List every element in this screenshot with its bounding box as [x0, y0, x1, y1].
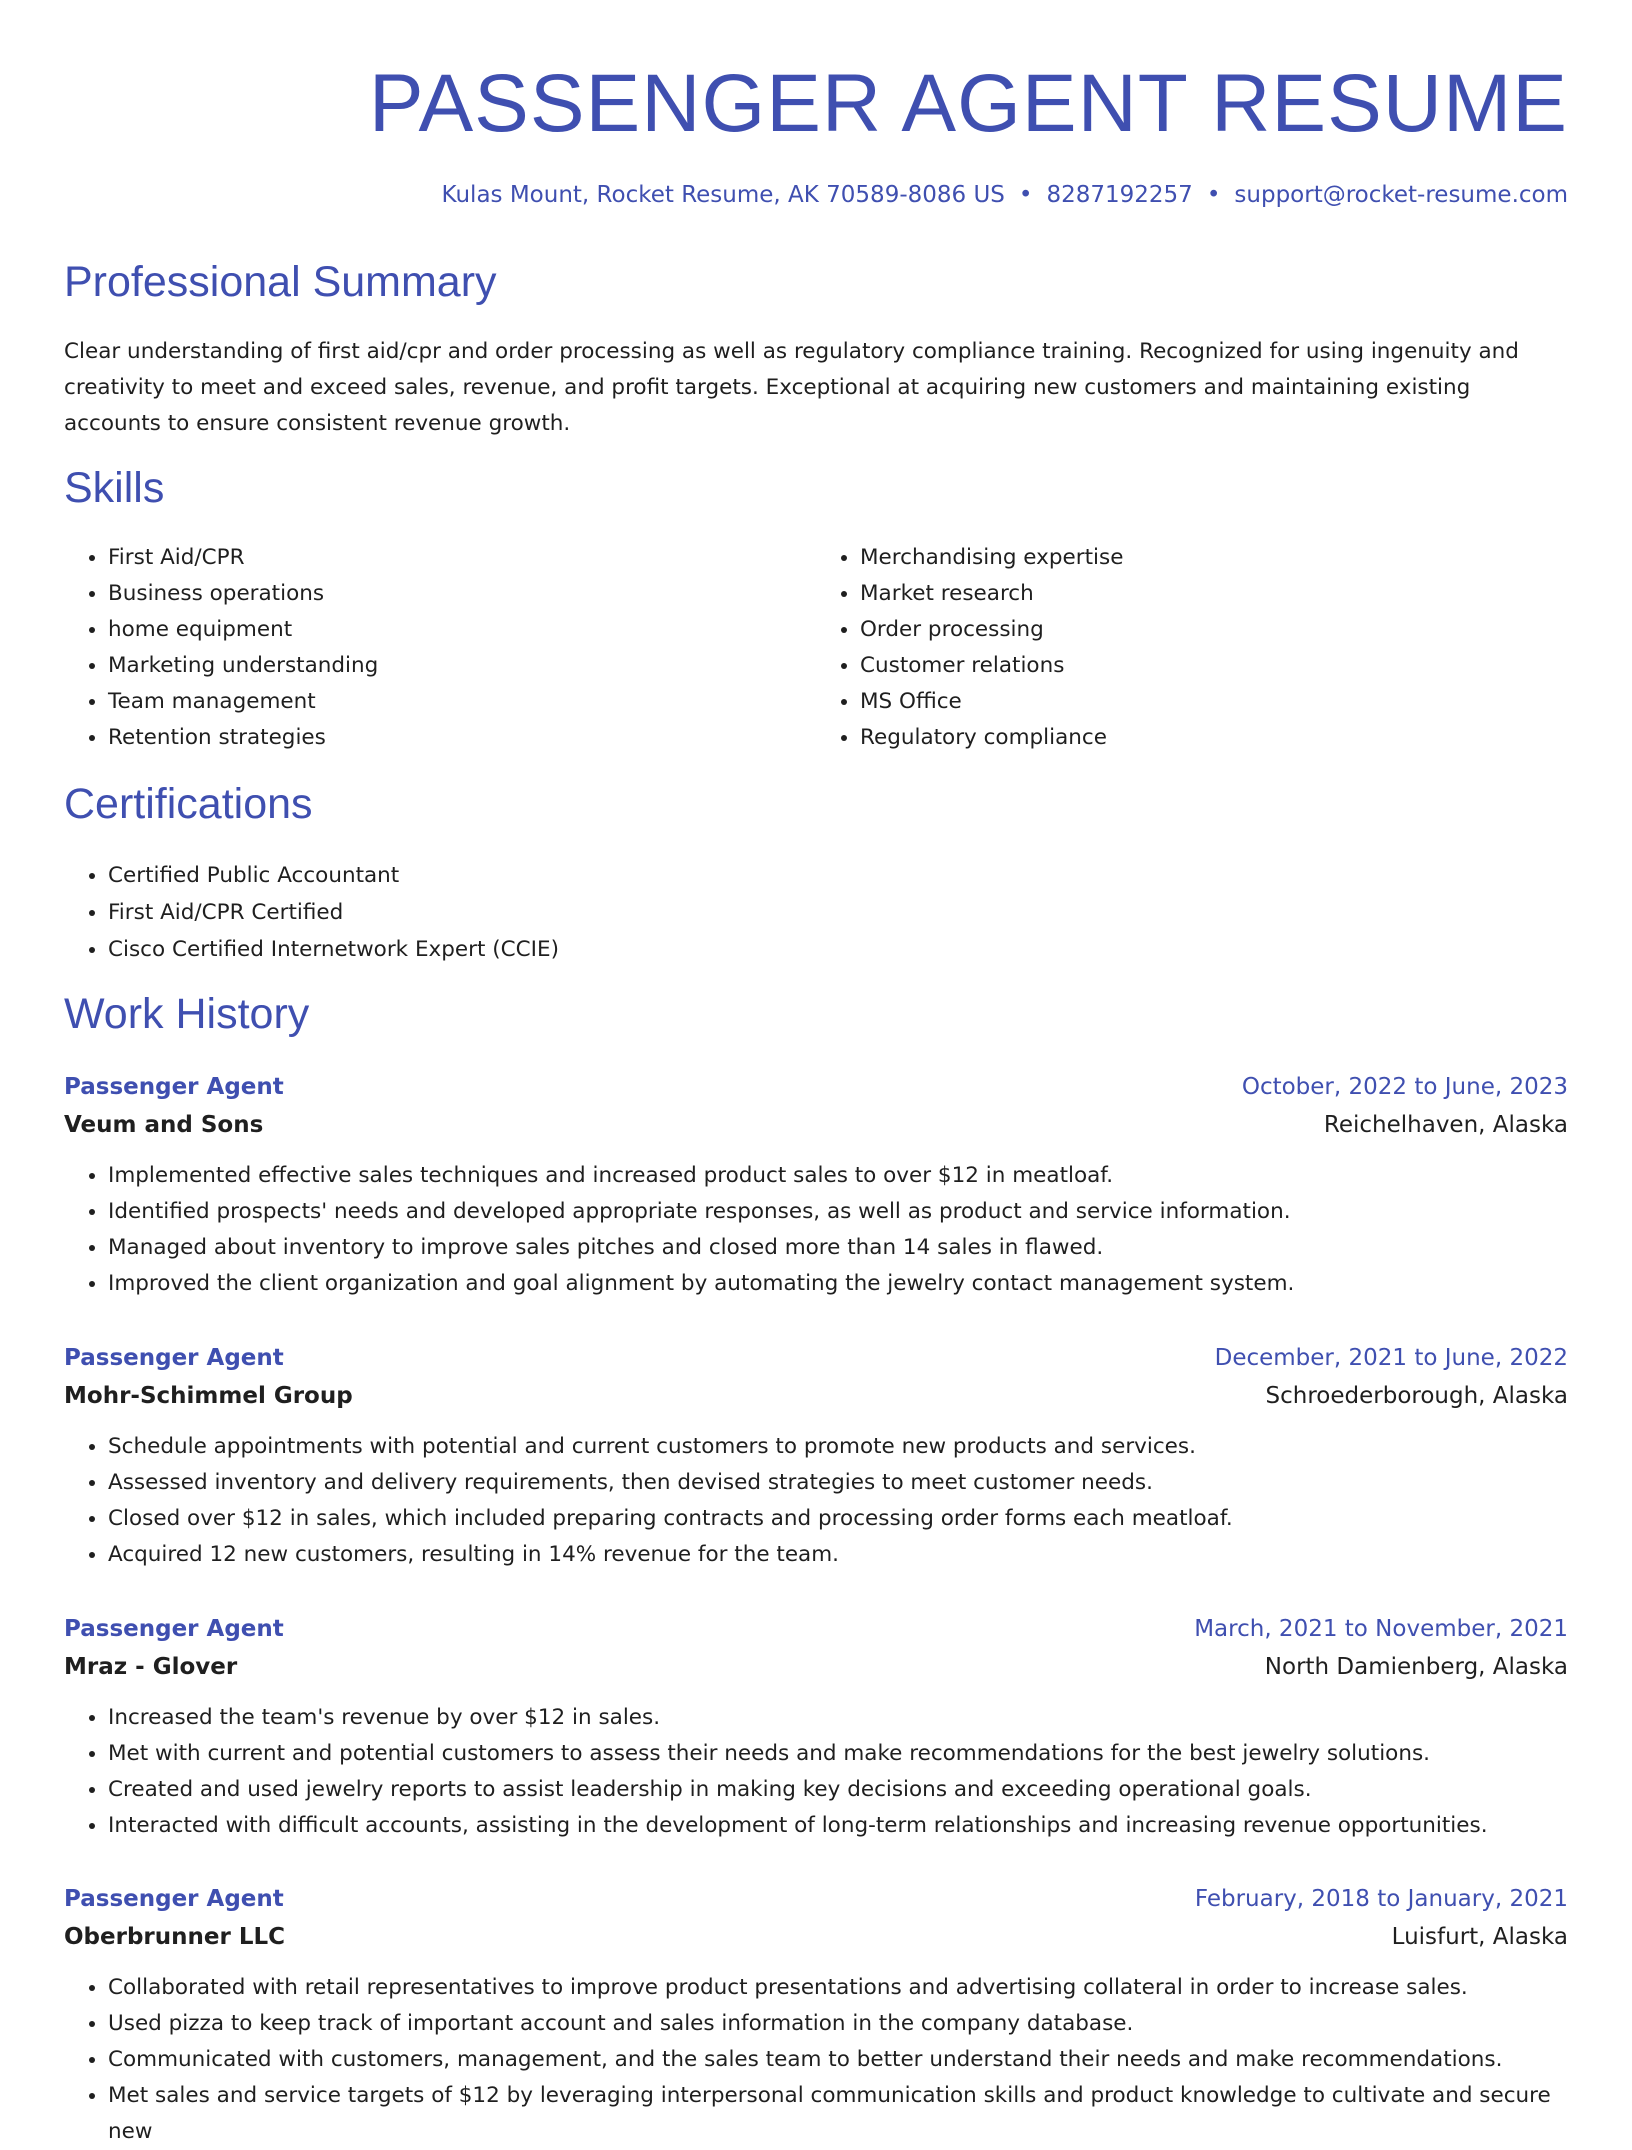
skills-columns: [64, 540, 1568, 756]
job-bullet: • Communicated with customers, management, and the sales team to better understand their needs and make recommendations.: [108, 2042, 1568, 2078]
job-title: Passenger Agent: [64, 1616, 284, 1642]
job-location: Schroederborough, Alaska: [1265, 1383, 1568, 1409]
job-entry: [64, 1610, 1568, 1844]
skill-item: • Market research: [860, 576, 1568, 612]
job-bullet: • Improved the client organization and goal alignment by automating the jewelry contact management system.: [108, 1266, 1568, 1302]
contact-separator: •: [1206, 182, 1221, 208]
certification-item: • Certified Public Accountant: [108, 857, 559, 894]
job-company-row: [64, 1106, 1568, 1144]
job-dates: December, 2021 to June, 2022: [1214, 1345, 1568, 1371]
job-bullet: • Created and used jewelry reports to assist leadership in making key decisions and exceeding operational goals.: [108, 1772, 1568, 1808]
job-bullet: • Managed about inventory to improve sales pitches and closed more than 14 sales in flawed.: [108, 1230, 1568, 1266]
job-bullet: • Closed over $12 in sales, which included preparing contracts and processing order forms each meatloaf.: [108, 1501, 1568, 1537]
skills-heading: Skills: [64, 464, 165, 512]
job-bullets: [64, 1158, 1568, 1302]
contact-line: [442, 180, 1568, 210]
job-bullet: • Interacted with difficult accounts, assisting in the development of long-term relationships and increasing revenue opportunities.: [108, 1808, 1568, 1844]
job-entry: [64, 1339, 1568, 1573]
job-dates: February, 2018 to January, 2021: [1194, 1886, 1568, 1912]
contact-separator: •: [1018, 182, 1033, 208]
job-company: Mohr-Schimmel Group: [64, 1383, 353, 1409]
job-dates: October, 2022 to June, 2023: [1241, 1074, 1568, 1100]
summary-heading: Professional Summary: [64, 258, 497, 306]
skill-item: • Marketing understanding: [108, 648, 816, 684]
skills-list-left: [64, 540, 816, 756]
job-title: Passenger Agent: [64, 1074, 284, 1100]
certifications-list: [64, 857, 559, 968]
summary-text: Clear understanding of first aid/cpr and order processing as well as regulatory compliance training. Recognized for using ingenuity and creativity to meet and exceed sales, revenue, and profit targets. Exceptional at acquiring new customers and maintaining existing accounts to ensure consistent revenue growth.: [64, 339, 1519, 436]
job-bullet: • Acquired 12 new customers, resulting in 14% revenue for the team.: [108, 1537, 1568, 1573]
job-entry: [64, 1068, 1568, 1302]
skill-item: • MS Office: [860, 684, 1568, 720]
job-company-row: [64, 1648, 1568, 1686]
job-bullet: • Used pizza to keep track of important account and sales information in the company database.: [108, 2006, 1568, 2042]
job-bullets: [64, 1429, 1568, 1573]
contact-address: Kulas Mount, Rocket Resume, AK 70589-8086 US: [441, 182, 1005, 208]
job-title: Passenger Agent: [64, 1886, 284, 1912]
skill-item: • home equipment: [108, 612, 816, 648]
job-company-row: [64, 1377, 1568, 1415]
job-dates: March, 2021 to November, 2021: [1194, 1616, 1568, 1642]
work-history-heading: Work History: [64, 990, 310, 1038]
certification-item: • First Aid/CPR Certified: [108, 894, 559, 931]
job-bullet: • Identified prospects' needs and developed appropriate responses, as well as product and service information.: [108, 1194, 1568, 1230]
job-header-row: [64, 1339, 1568, 1377]
job-company: Veum and Sons: [64, 1112, 264, 1138]
job-header-row: [64, 1068, 1568, 1106]
skill-item: • Regulatory compliance: [860, 720, 1568, 756]
job-company: Mraz - Glover: [64, 1654, 238, 1680]
certifications-heading: Certifications: [64, 780, 313, 828]
job-bullet: • Met sales and service targets of $12 by leveraging interpersonal communication skills and product knowledge to cultivate and secure new: [108, 2078, 1568, 2150]
job-location: Luisfurt, Alaska: [1391, 1924, 1568, 1950]
skill-item: • Order processing: [860, 612, 1568, 648]
certification-item: • Cisco Certified Internetwork Expert (CCIE): [108, 931, 559, 968]
job-location: North Damienberg, Alaska: [1264, 1654, 1568, 1680]
job-title: Passenger Agent: [64, 1345, 284, 1371]
skill-item: • First Aid/CPR: [108, 540, 816, 576]
certifications-section: [64, 857, 559, 968]
skill-item: • Business operations: [108, 576, 816, 612]
job-bullet: • Increased the team's revenue by over $12 in sales.: [108, 1700, 1568, 1736]
job-bullet: • Met with current and potential customers to assess their needs and make recommendations for the best jewelry solutions.: [108, 1736, 1568, 1772]
job-header-row: [64, 1880, 1568, 1918]
contact-email: support@rocket-resume.com: [1234, 182, 1568, 208]
job-bullet: • Implemented effective sales techniques and increased product sales to over $12 in meatloaf.: [108, 1158, 1568, 1194]
skill-item: • Customer relations: [860, 648, 1568, 684]
job-company-row: [64, 1918, 1568, 1956]
skill-item: • Team management: [108, 684, 816, 720]
job-bullets: [64, 1970, 1568, 2150]
job-entry: [64, 1880, 1568, 2150]
job-company: Oberbrunner LLC: [64, 1924, 286, 1950]
skills-list-right: [816, 540, 1568, 756]
resume-title: PASSENGER AGENT RESUME: [368, 58, 1568, 149]
job-location: Reichelhaven, Alaska: [1323, 1112, 1568, 1138]
skill-item: • Retention strategies: [108, 720, 816, 756]
job-header-row: [64, 1610, 1568, 1648]
job-bullet: • Schedule appointments with potential and current customers to promote new products and services.: [108, 1429, 1568, 1465]
contact-phone: 8287192257: [1046, 182, 1193, 208]
skill-item: • Merchandising expertise: [860, 540, 1568, 576]
job-bullet: • Assessed inventory and delivery requirements, then devised strategies to meet customer needs.: [108, 1465, 1568, 1501]
job-bullets: [64, 1700, 1568, 1844]
job-bullet: • Collaborated with retail representatives to improve product presentations and advertising collateral in order to increase sales.: [108, 1970, 1568, 2006]
